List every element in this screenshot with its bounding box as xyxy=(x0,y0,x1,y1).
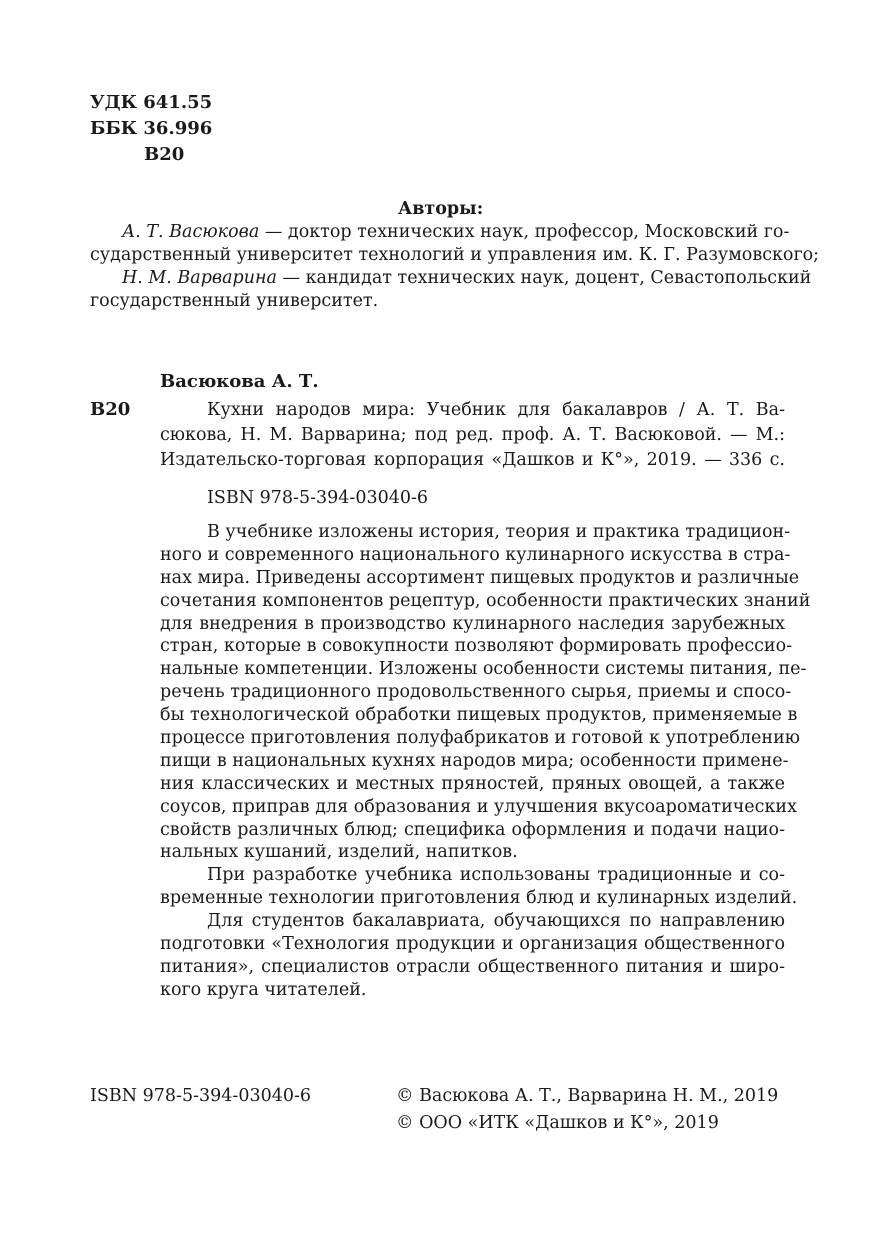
abstract-line: При разработке учебника использованы традиционные и со- xyxy=(207,865,785,886)
bib-author-heading: Васюкова А. Т. xyxy=(160,371,319,392)
author-mark-code: В20 xyxy=(144,144,185,165)
abstract-line: кого круга читателей. xyxy=(160,979,367,1000)
abstract-line: ного и современного национального кулинарного искусства в стра- xyxy=(160,544,791,565)
abstract-line: В учебнике изложены история, теория и практика традицион- xyxy=(207,522,791,542)
author1-line1 xyxy=(90,220,790,244)
bib-isbn: ISBN 978-5-394-03040-6 xyxy=(207,488,429,508)
abstract-line: соусов, приправ для образования и улучшения вкусоароматических xyxy=(160,796,797,817)
copyright-authors: © Васюкова А. Т., Варварина Н. М., 2019 xyxy=(396,1086,779,1106)
abstract-line: речень традиционного продовольственного сырья, приемы и спосо- xyxy=(160,682,792,703)
abstract-line: подготовки «Технология продукции и организация общественного xyxy=(160,934,785,955)
bib-line3: Издательско-торговая корпорация «Дашков и К°», 2019. — 336 с. xyxy=(160,450,785,470)
author2-name: Н. М. Варварина xyxy=(122,268,277,288)
bib-line1: Кухни народов мира: Учебник для бакалавров / А. Т. Ва- xyxy=(207,400,785,420)
author1-desc: — доктор технических наук, профессор, Московский го- xyxy=(259,222,790,242)
bbk-code: ББК 36.996 xyxy=(90,118,213,139)
abstract-line: временные технологии приготовления блюд и кулинарных изделий. xyxy=(160,888,798,909)
abstract-line: бы технологической обработки пищевых продуктов, применяемые в xyxy=(160,705,798,726)
abstract-line: для внедрения в производство кулинарного наследия зарубежных xyxy=(160,613,785,634)
author2-line2: государственный университет. xyxy=(90,291,379,311)
abstract xyxy=(160,521,811,1002)
abstract-line: нальные компетенции. Изложены особенности системы питания, пе- xyxy=(160,659,807,680)
abstract-line: свойств различных блюд; специфика оформления и подачи нацио- xyxy=(160,819,785,840)
abstract-line: питания», специалистов отрасли общественного питания и широ- xyxy=(160,956,785,977)
abstract-line: Для студентов бакалавриата, обучающихся по направлению xyxy=(207,911,785,932)
abstract-line: стран, которые в совокупности позволяют формировать профессио- xyxy=(160,636,793,657)
author1-line2: сударственный университет технологий и управления им. К. Г. Разумовского; xyxy=(90,245,820,265)
abstract-line: ния классических и местных пряностей, пряных овощей, а также xyxy=(160,773,785,794)
authors-heading: Авторы: xyxy=(398,199,484,219)
udk-code: УДК 641.55 xyxy=(90,92,213,113)
author1-name: А. Т. Васюкова xyxy=(122,222,260,242)
abstract-line: нальных кушаний, изделий, напитков. xyxy=(160,842,518,863)
bib-side-code: В20 xyxy=(90,399,131,420)
abstract-line: нах мира. Приведены ассортимент пищевых продуктов и различные xyxy=(160,567,800,588)
abstract-line: пищи в национальных кухнях народов мира; особенности примене- xyxy=(160,750,789,771)
abstract-line: процессе приготовления полуфабрикатов и готовой к употреблению xyxy=(160,728,800,749)
copyright-publisher: © ООО «ИТК «Дашков и К°», 2019 xyxy=(396,1113,719,1133)
author2-desc: — кандидат технических наук, доцент, Севастопольский xyxy=(276,268,812,288)
bib-line2: сюкова, Н. М. Варварина; под ред. проф. А. Т. Васюковой. — М.: xyxy=(160,425,785,445)
footer-isbn: ISBN 978-5-394-03040-6 xyxy=(90,1086,312,1106)
author2-line1 xyxy=(90,266,812,290)
abstract-line: сочетания компонентов рецептур, особенности практических знаний xyxy=(160,590,811,611)
